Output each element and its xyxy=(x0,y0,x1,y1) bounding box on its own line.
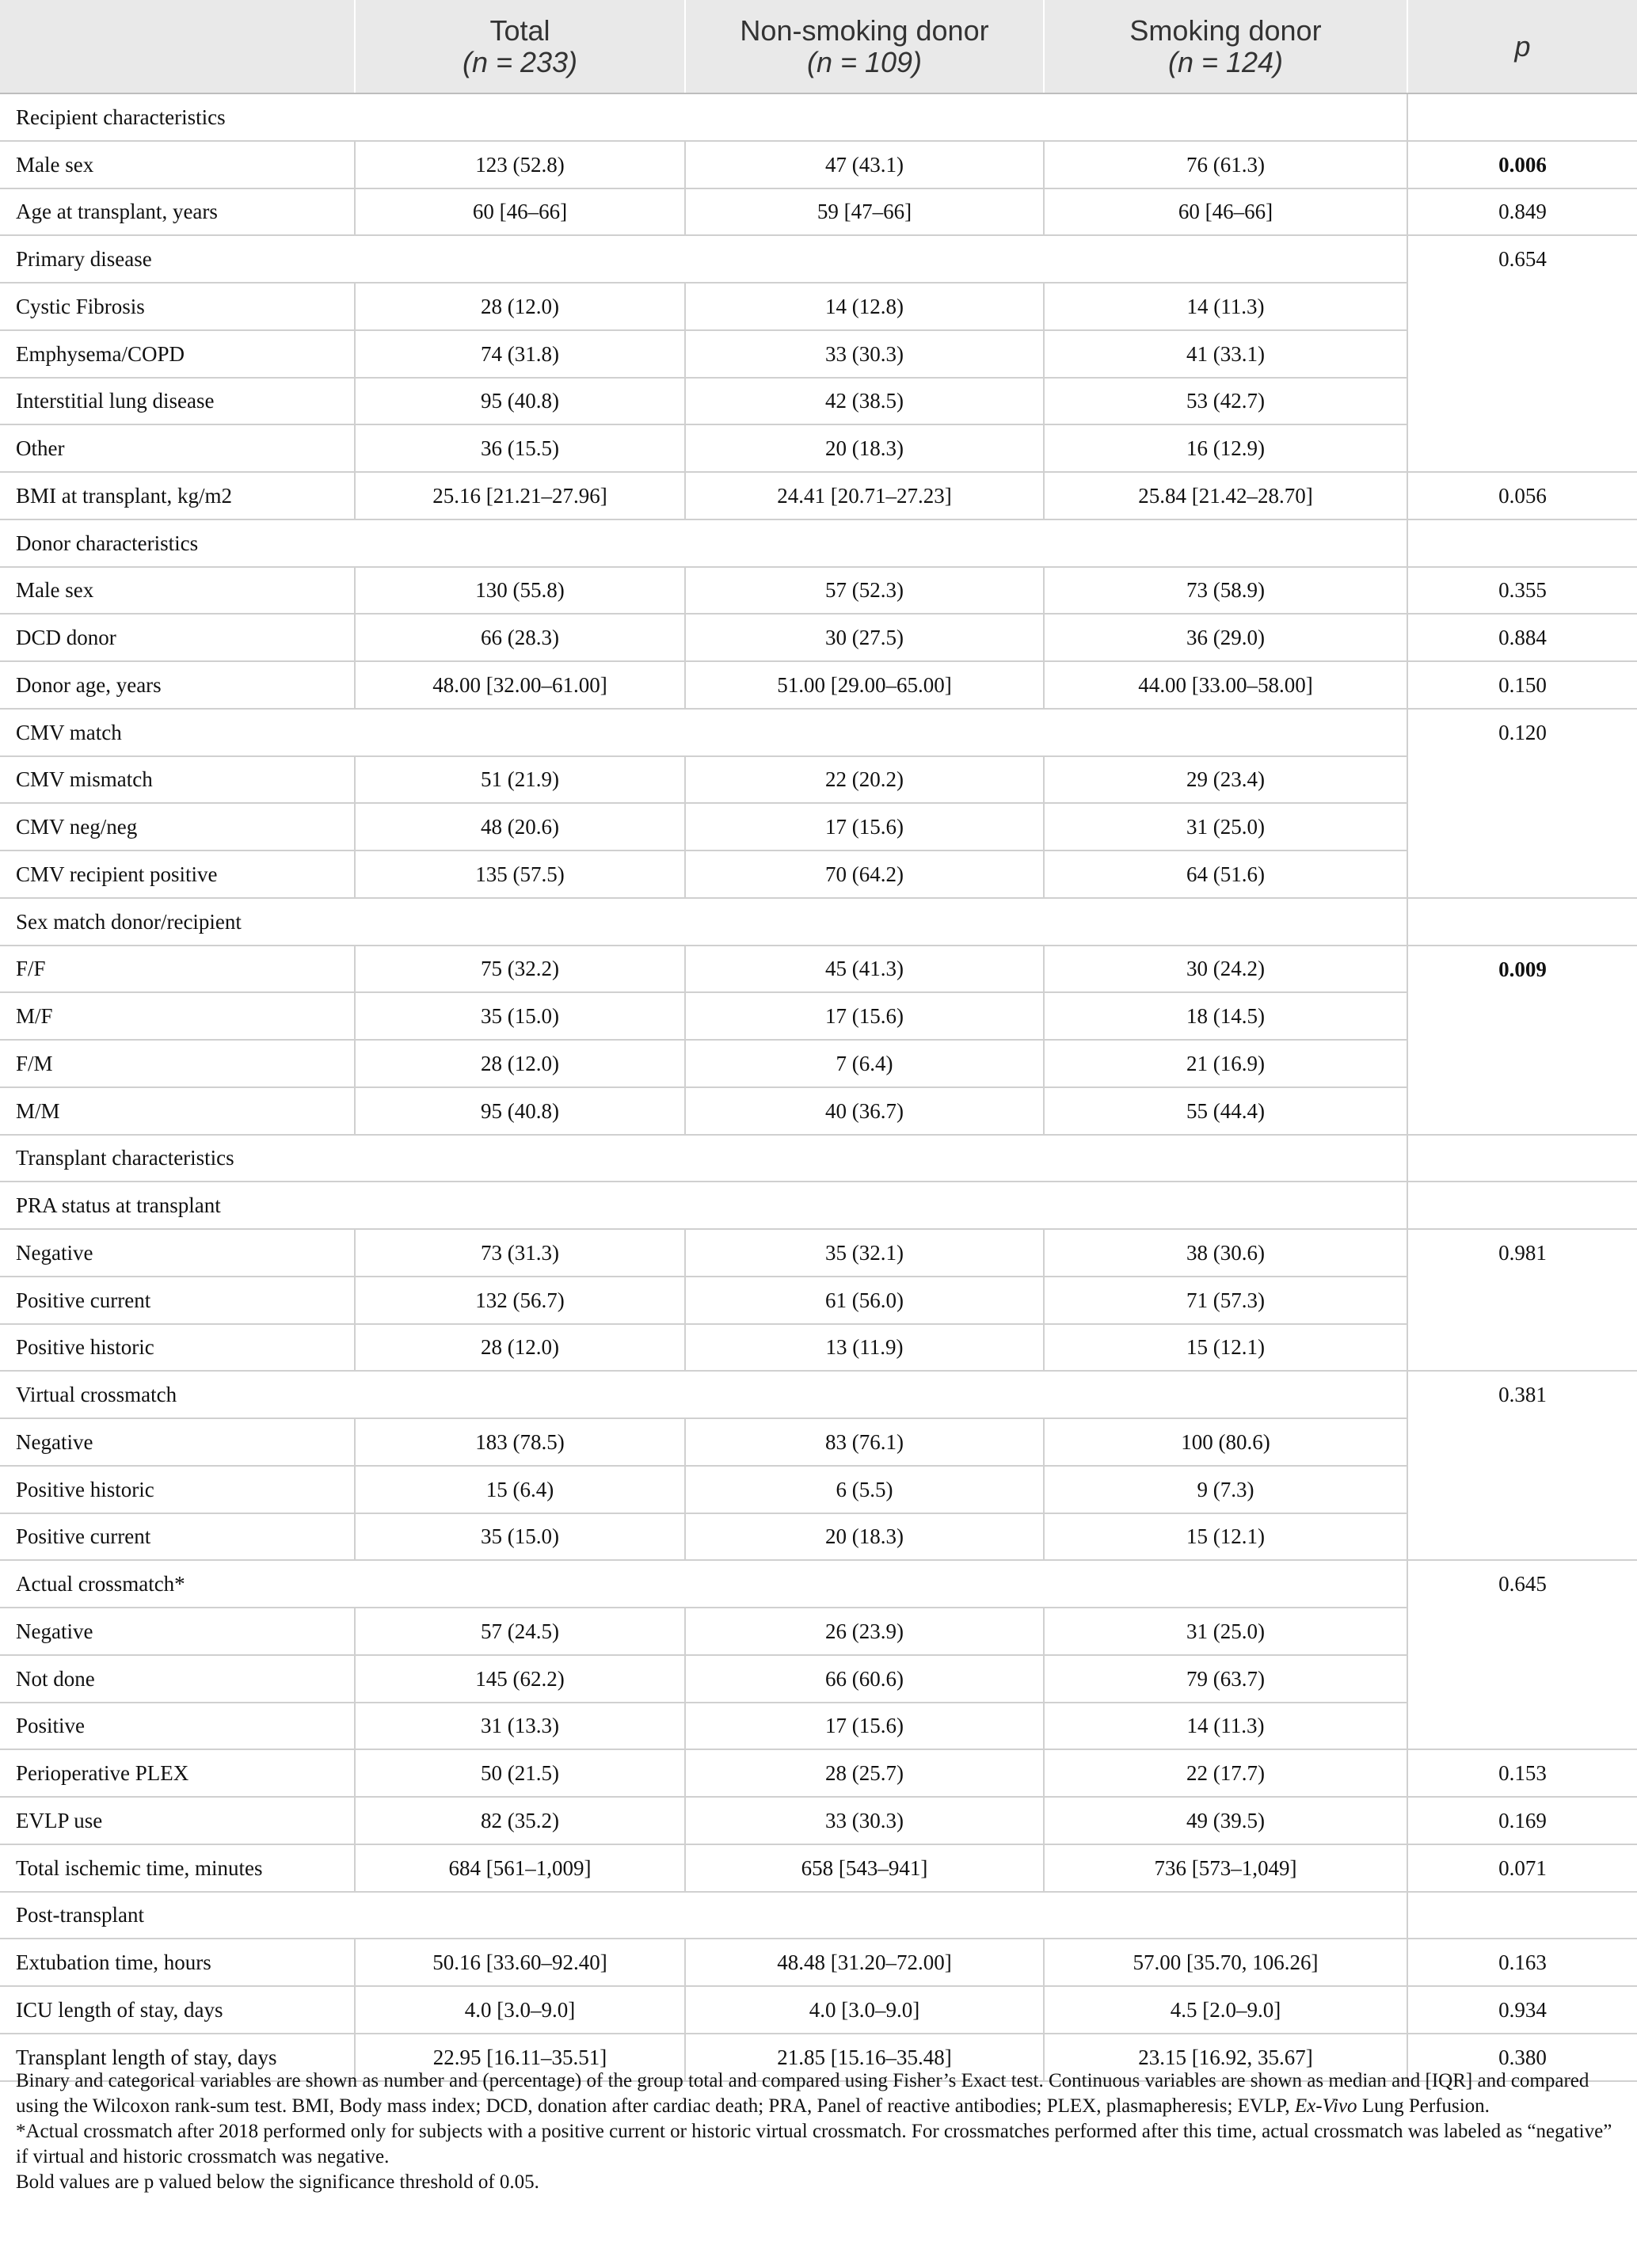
section-row xyxy=(0,1371,1637,1418)
p-value-cell: 0.120 xyxy=(1407,709,1637,898)
smoking-cell: 30 (24.2) xyxy=(1044,946,1407,993)
table-row xyxy=(0,946,1637,993)
p-value-cell xyxy=(1407,519,1637,567)
p-value-cell: 0.071 xyxy=(1407,1844,1637,1892)
p-value-cell: 0.056 xyxy=(1407,472,1637,519)
smoking-cell: 22 (17.7) xyxy=(1044,1749,1407,1797)
total-cell: 684 [561–1,009] xyxy=(355,1844,685,1892)
section-label: Primary disease xyxy=(0,235,1407,283)
row-label-cell: M/F xyxy=(0,992,355,1040)
total-cell: 4.0 [3.0–9.0] xyxy=(355,1986,685,2034)
row-label-cell: Extubation time, hours xyxy=(0,1939,355,1986)
nonsmoking-cell: 7 (6.4) xyxy=(685,1040,1044,1087)
total-cell: 48.00 [32.00–61.00] xyxy=(355,661,685,709)
table-row xyxy=(0,614,1637,661)
nonsmoking-cell: 66 (60.6) xyxy=(685,1655,1044,1703)
row-label-cell: Positive xyxy=(0,1703,355,1750)
p-value-cell: 0.849 xyxy=(1407,188,1637,236)
smoking-cell: 64 (51.6) xyxy=(1044,850,1407,898)
smoking-cell: 76 (61.3) xyxy=(1044,141,1407,188)
table-row xyxy=(0,1797,1637,1844)
table-row xyxy=(0,1939,1637,1986)
nonsmoking-cell: 83 (76.1) xyxy=(685,1418,1044,1466)
total-cell: 66 (28.3) xyxy=(355,614,685,661)
row-label-cell: BMI at transplant, kg/m2 xyxy=(0,472,355,519)
header-smoking xyxy=(1044,0,1407,93)
p-value-cell: 0.380 xyxy=(1407,2034,1637,2081)
p-value-cell: 0.654 xyxy=(1407,235,1637,472)
row-label-cell: Positive historic xyxy=(0,1324,355,1372)
nonsmoking-cell: 14 (12.8) xyxy=(685,283,1044,330)
section-label: Actual crossmatch* xyxy=(0,1560,1407,1608)
nonsmoking-cell: 48.48 [31.20–72.00] xyxy=(685,1939,1044,1986)
row-label-cell: F/F xyxy=(0,946,355,993)
p-value-cell: 0.163 xyxy=(1407,1939,1637,1986)
section-row xyxy=(0,1892,1637,1939)
table-footnotes xyxy=(16,2068,1624,2195)
section-label: Post-transplant xyxy=(0,1892,1407,1939)
header-total xyxy=(355,0,685,93)
nonsmoking-cell: 33 (30.3) xyxy=(685,330,1044,378)
p-value-cell xyxy=(1407,93,1637,141)
table-row xyxy=(0,803,1637,850)
table-row xyxy=(0,1418,1637,1466)
p-value-cell: 0.150 xyxy=(1407,661,1637,709)
total-cell: 82 (35.2) xyxy=(355,1797,685,1844)
section-row xyxy=(0,93,1637,141)
table-row xyxy=(0,1749,1637,1797)
p-value-cell: 0.009 xyxy=(1407,946,1637,1135)
p-value-cell xyxy=(1407,1182,1637,1229)
footnote-crossmatch: *Actual crossmatch after 2018 performed only for subjects with a positive current or historic virtual crossmatch. For crossmatches performed after this time, actual crossmatch was labeled as “negative” if virtual and historic crossmatch was negative. xyxy=(16,2121,1612,2167)
section-row xyxy=(0,709,1637,756)
total-cell: 74 (31.8) xyxy=(355,330,685,378)
table-row xyxy=(0,661,1637,709)
row-label-cell: F/M xyxy=(0,1040,355,1087)
total-cell: 22.95 [16.11–35.51] xyxy=(355,2034,685,2081)
row-label-cell: Positive historic xyxy=(0,1466,355,1513)
smoking-cell: 60 [46–66] xyxy=(1044,188,1407,236)
row-label-cell: Transplant length of stay, days xyxy=(0,2034,355,2081)
total-cell: 130 (55.8) xyxy=(355,567,685,615)
row-label-cell: Perioperative PLEX xyxy=(0,1749,355,1797)
nonsmoking-cell: 17 (15.6) xyxy=(685,1703,1044,1750)
total-cell: 28 (12.0) xyxy=(355,1324,685,1372)
nonsmoking-cell: 13 (11.9) xyxy=(685,1324,1044,1372)
nonsmoking-cell: 4.0 [3.0–9.0] xyxy=(685,1986,1044,2034)
table-row xyxy=(0,1655,1637,1703)
p-value-cell: 0.381 xyxy=(1407,1371,1637,1560)
footnote-bold-values: Bold values are p valued below the significance threshold of 0.05. xyxy=(16,2171,539,2193)
section-row xyxy=(0,1135,1637,1182)
row-label-cell: CMV mismatch xyxy=(0,756,355,804)
nonsmoking-cell: 42 (38.5) xyxy=(685,378,1044,425)
table-row xyxy=(0,1703,1637,1750)
table-row xyxy=(0,1277,1637,1324)
row-label-cell: CMV neg/neg xyxy=(0,803,355,850)
nonsmoking-cell: 24.41 [20.71–27.23] xyxy=(685,472,1044,519)
row-label-cell: Male sex xyxy=(0,567,355,615)
table-body xyxy=(0,93,1637,2081)
total-cell: 25.16 [21.21–27.96] xyxy=(355,472,685,519)
row-label-cell: Negative xyxy=(0,1608,355,1655)
nonsmoking-cell: 35 (32.1) xyxy=(685,1229,1044,1277)
row-label-cell: ICU length of stay, days xyxy=(0,1986,355,2034)
smoking-cell: 736 [573–1,049] xyxy=(1044,1844,1407,1892)
nonsmoking-cell: 6 (5.5) xyxy=(685,1466,1044,1513)
section-row xyxy=(0,898,1637,946)
row-label-cell: Male sex xyxy=(0,141,355,188)
header-p-value: p xyxy=(1407,0,1637,93)
row-label-cell: Positive current xyxy=(0,1513,355,1561)
smoking-cell: 49 (39.5) xyxy=(1044,1797,1407,1844)
smoking-cell: 73 (58.9) xyxy=(1044,567,1407,615)
table-header xyxy=(0,0,1637,93)
total-cell: 145 (62.2) xyxy=(355,1655,685,1703)
total-cell: 132 (56.7) xyxy=(355,1277,685,1324)
total-cell: 35 (15.0) xyxy=(355,992,685,1040)
table-row xyxy=(0,1040,1637,1087)
table-row xyxy=(0,992,1637,1040)
section-label: Sex match donor/recipient xyxy=(0,898,1407,946)
total-cell: 95 (40.8) xyxy=(355,378,685,425)
table-row xyxy=(0,330,1637,378)
total-cell: 73 (31.3) xyxy=(355,1229,685,1277)
row-label-cell: Cystic Fibrosis xyxy=(0,283,355,330)
header-total-n: (n = 233) xyxy=(462,45,578,78)
p-value-cell xyxy=(1407,1135,1637,1182)
section-row xyxy=(0,1560,1637,1608)
nonsmoking-cell: 30 (27.5) xyxy=(685,614,1044,661)
p-value-cell: 0.645 xyxy=(1407,1560,1637,1749)
table-row xyxy=(0,472,1637,519)
total-cell: 183 (78.5) xyxy=(355,1418,685,1466)
nonsmoking-cell: 59 [47–66] xyxy=(685,188,1044,236)
smoking-cell: 57.00 [35.70, 106.26] xyxy=(1044,1939,1407,1986)
nonsmoking-cell: 22 (20.2) xyxy=(685,756,1044,804)
table-row xyxy=(0,1466,1637,1513)
smoking-cell: 21 (16.9) xyxy=(1044,1040,1407,1087)
p-value-cell xyxy=(1407,1892,1637,1939)
smoking-cell: 9 (7.3) xyxy=(1044,1466,1407,1513)
total-cell: 31 (13.3) xyxy=(355,1703,685,1750)
row-label-cell: EVLP use xyxy=(0,1797,355,1844)
smoking-cell: 25.84 [21.42–28.70] xyxy=(1044,472,1407,519)
smoking-cell: 31 (25.0) xyxy=(1044,1608,1407,1655)
smoking-cell: 79 (63.7) xyxy=(1044,1655,1407,1703)
row-label-cell: Negative xyxy=(0,1418,355,1466)
total-cell: 60 [46–66] xyxy=(355,188,685,236)
smoking-cell: 31 (25.0) xyxy=(1044,803,1407,850)
header-nonsmoking-title: Non-smoking donor xyxy=(740,13,989,47)
nonsmoking-cell: 70 (64.2) xyxy=(685,850,1044,898)
total-cell: 48 (20.6) xyxy=(355,803,685,850)
table-row xyxy=(0,850,1637,898)
smoking-cell: 23.15 [16.92, 35.67] xyxy=(1044,2034,1407,2081)
smoking-cell: 44.00 [33.00–58.00] xyxy=(1044,661,1407,709)
table-row xyxy=(0,378,1637,425)
total-cell: 57 (24.5) xyxy=(355,1608,685,1655)
header-nonsmoking xyxy=(685,0,1044,93)
section-label: Recipient characteristics xyxy=(0,93,1407,141)
p-value-cell xyxy=(1407,898,1637,946)
nonsmoking-cell: 33 (30.3) xyxy=(685,1797,1044,1844)
total-cell: 15 (6.4) xyxy=(355,1466,685,1513)
p-value-cell: 0.153 xyxy=(1407,1749,1637,1797)
table-row xyxy=(0,283,1637,330)
nonsmoking-cell: 51.00 [29.00–65.00] xyxy=(685,661,1044,709)
nonsmoking-cell: 61 (56.0) xyxy=(685,1277,1044,1324)
nonsmoking-cell: 57 (52.3) xyxy=(685,567,1044,615)
section-label: Donor characteristics xyxy=(0,519,1407,567)
smoking-cell: 53 (42.7) xyxy=(1044,378,1407,425)
table-row xyxy=(0,1844,1637,1892)
section-label: Transplant characteristics xyxy=(0,1135,1407,1182)
row-label-cell: M/M xyxy=(0,1087,355,1135)
nonsmoking-cell: 26 (23.9) xyxy=(685,1608,1044,1655)
row-label-cell: Emphysema/COPD xyxy=(0,330,355,378)
row-label-cell: Negative xyxy=(0,1229,355,1277)
smoking-cell: 29 (23.4) xyxy=(1044,756,1407,804)
table-row xyxy=(0,1324,1637,1372)
smoking-cell: 36 (29.0) xyxy=(1044,614,1407,661)
table-row xyxy=(0,756,1637,804)
p-value-cell: 0.355 xyxy=(1407,567,1637,615)
row-label-cell: Donor age, years xyxy=(0,661,355,709)
table-row xyxy=(0,1608,1637,1655)
row-label-cell: Other xyxy=(0,424,355,472)
section-row xyxy=(0,519,1637,567)
total-cell: 50.16 [33.60–92.40] xyxy=(355,1939,685,1986)
nonsmoking-cell: 45 (41.3) xyxy=(685,946,1044,993)
total-cell: 28 (12.0) xyxy=(355,1040,685,1087)
p-value-cell: 0.006 xyxy=(1407,141,1637,188)
smoking-cell: 38 (30.6) xyxy=(1044,1229,1407,1277)
row-label-cell: DCD donor xyxy=(0,614,355,661)
nonsmoking-cell: 17 (15.6) xyxy=(685,992,1044,1040)
total-cell: 50 (21.5) xyxy=(355,1749,685,1797)
row-label-cell: CMV recipient positive xyxy=(0,850,355,898)
nonsmoking-cell: 40 (36.7) xyxy=(685,1087,1044,1135)
smoking-cell: 55 (44.4) xyxy=(1044,1087,1407,1135)
p-value-cell: 0.884 xyxy=(1407,614,1637,661)
smoking-cell: 14 (11.3) xyxy=(1044,283,1407,330)
section-label: CMV match xyxy=(0,709,1407,756)
row-label-cell: Total ischemic time, minutes xyxy=(0,1844,355,1892)
table-row xyxy=(0,1513,1637,1561)
section-row xyxy=(0,235,1637,283)
nonsmoking-cell: 658 [543–941] xyxy=(685,1844,1044,1892)
row-label-cell: Interstitial lung disease xyxy=(0,378,355,425)
smoking-cell: 14 (11.3) xyxy=(1044,1703,1407,1750)
total-cell: 75 (32.2) xyxy=(355,946,685,993)
smoking-cell: 16 (12.9) xyxy=(1044,424,1407,472)
table-row xyxy=(0,1986,1637,2034)
section-row xyxy=(0,1182,1637,1229)
smoking-cell: 15 (12.1) xyxy=(1044,1324,1407,1372)
smoking-cell: 18 (14.5) xyxy=(1044,992,1407,1040)
total-cell: 28 (12.0) xyxy=(355,283,685,330)
total-cell: 123 (52.8) xyxy=(355,141,685,188)
total-cell: 51 (21.9) xyxy=(355,756,685,804)
nonsmoking-cell: 47 (43.1) xyxy=(685,141,1044,188)
header-smoking-title: Smoking donor xyxy=(1129,13,1322,47)
table-row xyxy=(0,141,1637,188)
section-label: PRA status at transplant xyxy=(0,1182,1407,1229)
nonsmoking-cell: 17 (15.6) xyxy=(685,803,1044,850)
nonsmoking-cell: 28 (25.7) xyxy=(685,1749,1044,1797)
total-cell: 135 (57.5) xyxy=(355,850,685,898)
table-row xyxy=(0,424,1637,472)
total-cell: 35 (15.0) xyxy=(355,1513,685,1561)
row-label-cell: Not done xyxy=(0,1655,355,1703)
smoking-cell: 15 (12.1) xyxy=(1044,1513,1407,1561)
table-row xyxy=(0,188,1637,236)
total-cell: 36 (15.5) xyxy=(355,424,685,472)
table-row xyxy=(0,1229,1637,1277)
p-value-cell: 0.934 xyxy=(1407,1986,1637,2034)
smoking-cell: 4.5 [2.0–9.0] xyxy=(1044,1986,1407,2034)
p-value-cell: 0.169 xyxy=(1407,1797,1637,1844)
section-label: Virtual crossmatch xyxy=(0,1371,1407,1418)
nonsmoking-cell: 20 (18.3) xyxy=(685,424,1044,472)
header-label-column xyxy=(0,0,355,93)
header-smoking-n: (n = 124) xyxy=(1167,45,1284,78)
header-nonsmoking-n: (n = 109) xyxy=(806,45,923,78)
smoking-cell: 100 (80.6) xyxy=(1044,1418,1407,1466)
smoking-cell: 41 (33.1) xyxy=(1044,330,1407,378)
smoking-cell: 71 (57.3) xyxy=(1044,1277,1407,1324)
row-label-cell: Positive current xyxy=(0,1277,355,1324)
total-cell: 95 (40.8) xyxy=(355,1087,685,1135)
table-row xyxy=(0,1087,1637,1135)
header-total-title: Total xyxy=(489,13,550,47)
table-row xyxy=(0,567,1637,615)
nonsmoking-cell: 20 (18.3) xyxy=(685,1513,1044,1561)
row-label-cell: Age at transplant, years xyxy=(0,188,355,236)
footnote-abbreviations: Binary and categorical variables are shown as number and (percentage) of the group total and compared using Fisher’s Exact test. Continuous variables are shown as median and [IQR] and compared using the Wilcoxon rank-sum test. BMI, Body mass index; DCD, donation after cardiac death; PRA, Panel of reactive antibodies; PLEX, plasmapheresis; EVLP, Ex-Vivo Lung Perfusion. xyxy=(16,2070,1589,2117)
p-value-cell: 0.981 xyxy=(1407,1229,1637,1371)
nonsmoking-cell: 21.85 [15.16–35.48] xyxy=(685,2034,1044,2081)
